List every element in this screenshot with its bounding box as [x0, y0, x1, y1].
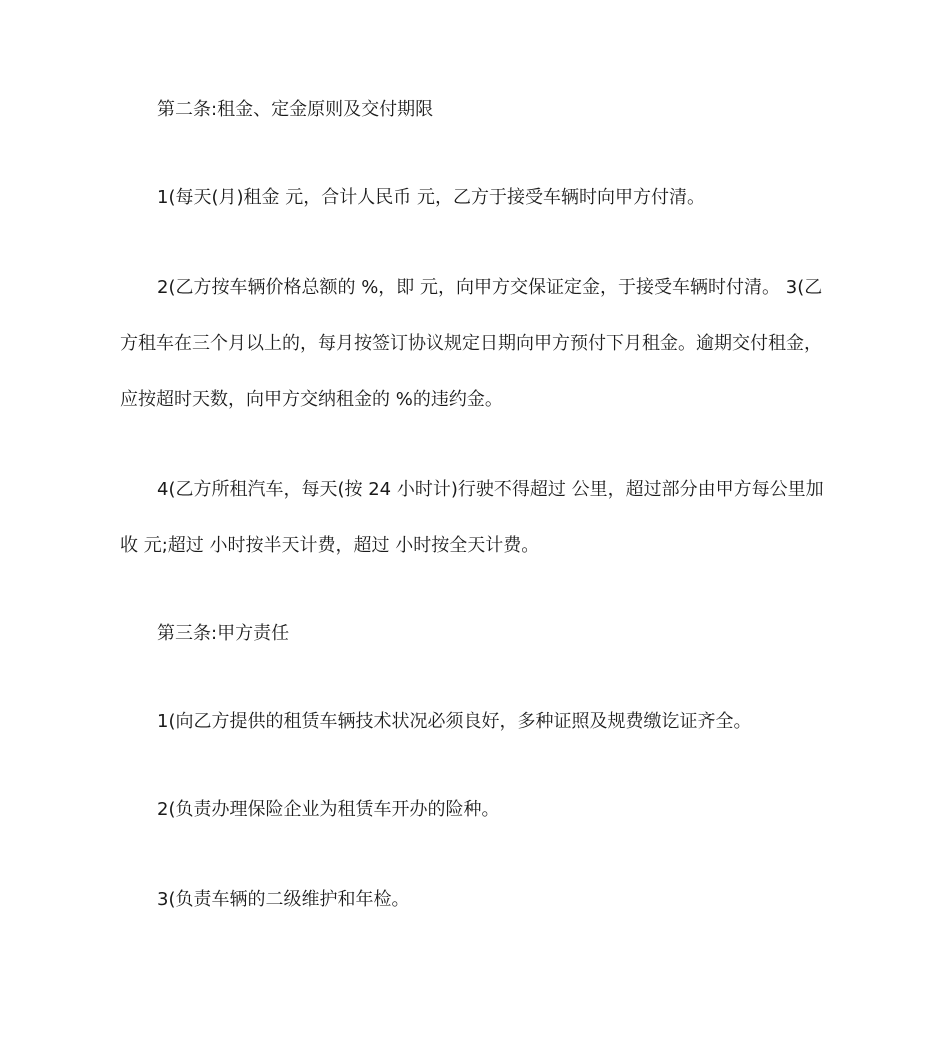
article-2-item-2-line-1: 2(乙方按车辆价格总额的 %，即 元，向甲方交保证定金，于接受车辆时付清。 3(乙	[157, 277, 823, 298]
article-3-item-3: 3(负责车辆的二级维护和年检。	[157, 889, 410, 910]
article-2-item-2-line-3: 应按超时天数，向甲方交纳租金的 %的违约金。	[120, 389, 503, 410]
article-2-heading: 第二条:租金、定金原则及交付期限	[157, 99, 434, 120]
article-3-item-2: 2(负责办理保险企业为租赁车开办的险种。	[157, 799, 500, 820]
article-2-item-4-line-2: 收 元;超过 小时按半天计费，超过 小时按全天计费。	[120, 535, 540, 556]
article-2-item-4-line-1: 4(乙方所租汽车，每天(按 24 小时计)行驶不得超过 公里，超过部分由甲方每公里加	[157, 479, 824, 500]
article-2-item-1: 1(每天(月)租金 元，合计人民币 元，乙方于接受车辆时向甲方付清。	[157, 187, 705, 208]
article-3-item-1: 1(向乙方提供的租赁车辆技术状况必须良好，多种证照及规费缴讫证齐全。	[157, 711, 752, 732]
article-2-item-2-line-2: 方租车在三个月以上的，每月按签订协议规定日期向甲方预付下月租金。逾期交付租金，	[120, 333, 822, 354]
article-3-heading: 第三条:甲方责任	[157, 623, 290, 644]
